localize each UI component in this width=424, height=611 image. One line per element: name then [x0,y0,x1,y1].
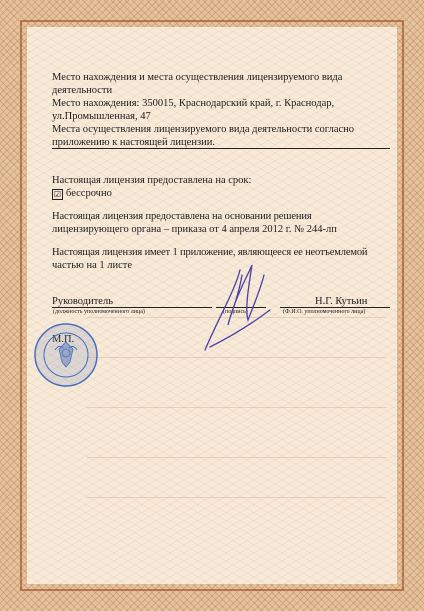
basis-line-2: лицензирующего органа – приказа от 4 апреля 2012 г. № 244-лп [52,224,337,235]
term-value: бессрочно [66,188,112,199]
appendix-line-2: частью на 1 листе [52,260,132,271]
position-caption: (должность уполномоченного лица) [53,309,145,315]
guilloche-line [87,457,387,458]
places-line-1: Места осуществления лицензируемого вида деятельности согласно [52,124,355,135]
location-heading-cont: деятельности [52,85,113,96]
guilloche-line [87,497,387,498]
address-line-1: Место нахождения: 350015, Краснодарский край, г. Краснодар, [52,98,335,109]
location-heading: Место нахождения и места осуществления лицензируемого вида [52,72,343,83]
appendix-line-1: Настоящая лицензия имеет 1 приложение, являющееся ее неотъемлемой [52,247,368,258]
signature-caption: (подпись) [223,309,248,315]
name-line [280,307,390,308]
signer-name: Н.Г. Кутьин [315,296,368,307]
guilloche-line [87,407,387,408]
section-divider [52,148,390,149]
position-line [52,307,212,308]
term-label: Настоящая лицензия предоставлена на срок: [52,175,252,186]
handwritten-signature-icon [190,255,290,365]
address-line-2: ул.Промышленная, 47 [52,111,151,122]
name-caption: (Ф.И.О. уполномоченного лица) [283,309,366,315]
checked-box-icon: ☑ [53,190,62,199]
official-seal-icon [33,322,99,388]
term-value-row [52,187,112,200]
places-line-2: приложению к настоящей лицензии. [52,137,215,148]
signer-position: Руководитель [52,296,113,307]
basis-line-1: Настоящая лицензия предоставлена на основании решения [52,211,312,222]
